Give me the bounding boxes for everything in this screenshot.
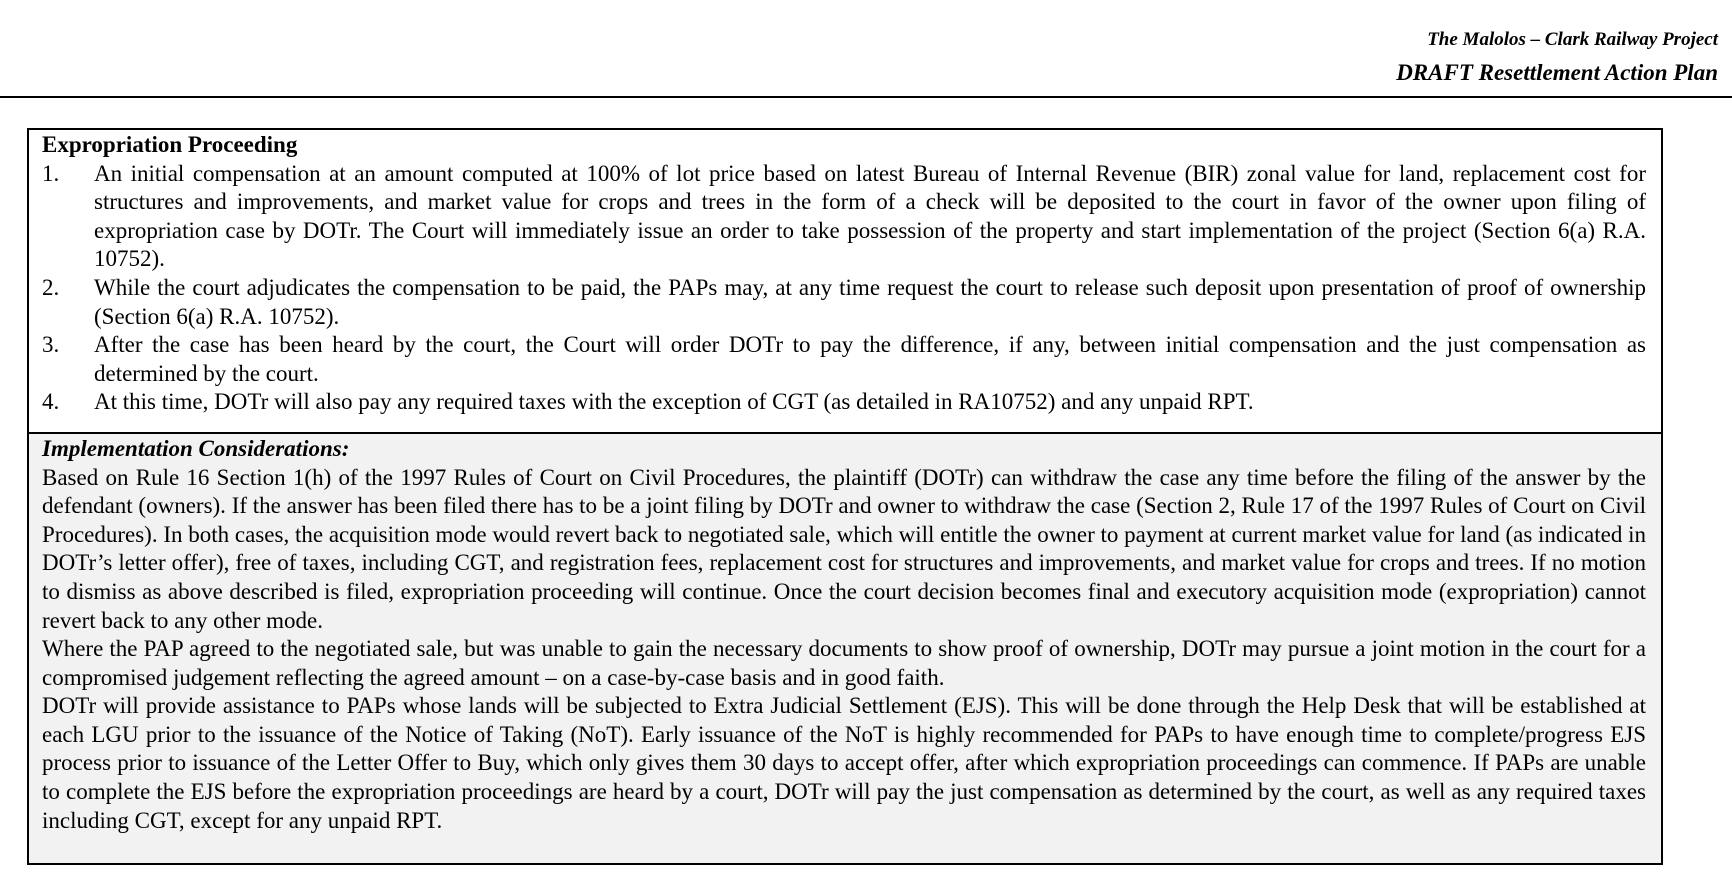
paragraph: Where the PAP agreed to the negotiated sale, but was unable to gain the necessary documents to show proof of ownership, DOTr may pursue a joint motion in the court for a compromised judgement reflecting the agreed amount – on a case-by-case basis and in good faith. (42, 636, 1646, 690)
content-table (27, 128, 1663, 865)
list-item-number: 2. (42, 274, 60, 300)
document-title: DRAFT Resettlement Action Plan (1396, 60, 1718, 85)
paragraph: Based on Rule 16 Section 1(h) of the 1997 Rules of Court on Civil Procedures, the plaintiff (DOTr) can withdraw the case any time before the filing of the answer by the defendant (owners). If the answer has been filed there has to be a joint filing by DOTr and owner to withdraw the case (Section 2, Rule 17 of the 1997 Rules of Court on Civil Procedures). In both cases, the acquisition mode would revert back to negotiated sale, which will entitle the owner to payment at current market value for land (as indicated in DOTr’s letter offer), free of taxes, including CGT, and registration fees, replacement cost for structures and improvements, and market value for crops and trees. If no motion to dismiss as above described is filed, expropriation proceeding will continue. Once the court decision becomes final and executory acquisition mode (expropriation) cannot revert back to any other mode. (42, 464, 1646, 633)
list-item-number: 4. (42, 389, 60, 415)
list-item-text: While the court adjudicates the compensation to be paid, the PAPs may, at any time request the court to release such deposit upon presentation of proof of ownership (Section 6(a) R.A. 10752). (94, 274, 1646, 329)
running-header (1396, 24, 1718, 90)
list-item (42, 331, 1646, 388)
list-item (42, 274, 1646, 331)
list-item-text: At this time, DOTr will also pay any required taxes with the exception of CGT (as detailed in RA10752) and any unpaid RPT. (94, 389, 1254, 415)
implementation-section (29, 434, 1661, 863)
section-title: Implementation Considerations: (42, 435, 350, 461)
list-item-number: 3. (42, 332, 60, 358)
header-divider (0, 96, 1732, 98)
list-item (42, 388, 1646, 417)
list-item-text: An initial compensation at an amount computed at 100% of lot price based on latest Bureau of Internal Revenue (BIR) zonal value for land, replacement cost for structures and improvements, and market value for crops and trees in the form of a check will be deposited to the court in favor of the owner upon filing of expropriation case by DOTr. The Court will immediately issue an order to take possession of the property and start implementation of the project (Section 6(a) R.A. 10752). (94, 160, 1646, 272)
list-item-number: 1. (42, 160, 60, 186)
list-item-text: After the case has been heard by the court, the Court will order DOTr to pay the difference, if any, between initial compensation and the just compensation as determined by the court. (94, 332, 1646, 386)
list-item (42, 160, 1646, 274)
section-title: Expropriation Proceeding (42, 132, 298, 157)
paragraph: DOTr will provide assistance to PAPs whose lands will be subjected to Extra Judicial Settlement (EJS). This will be done through the Help Desk that will be established at each LGU prior to the issuance of the Notice of Taking (NoT). Early issuance of the NoT is highly recommended for PAPs to have enough time to complete/progress EJS process prior to issuance of the Letter Offer to Buy, which only gives them 30 days to accept offer, after which expropriation proceedings can commence. If PAPs are unable to complete the EJS before the expropriation proceedings are heard by a court, DOTr will pay the just compensation as determined by the court, as well as any required taxes including CGT, except for any unpaid RPT. (42, 693, 1646, 833)
project-title: The Malolos – Clark Railway Project (1427, 29, 1718, 50)
expropriation-section (29, 130, 1661, 434)
numbered-list (42, 160, 1646, 417)
